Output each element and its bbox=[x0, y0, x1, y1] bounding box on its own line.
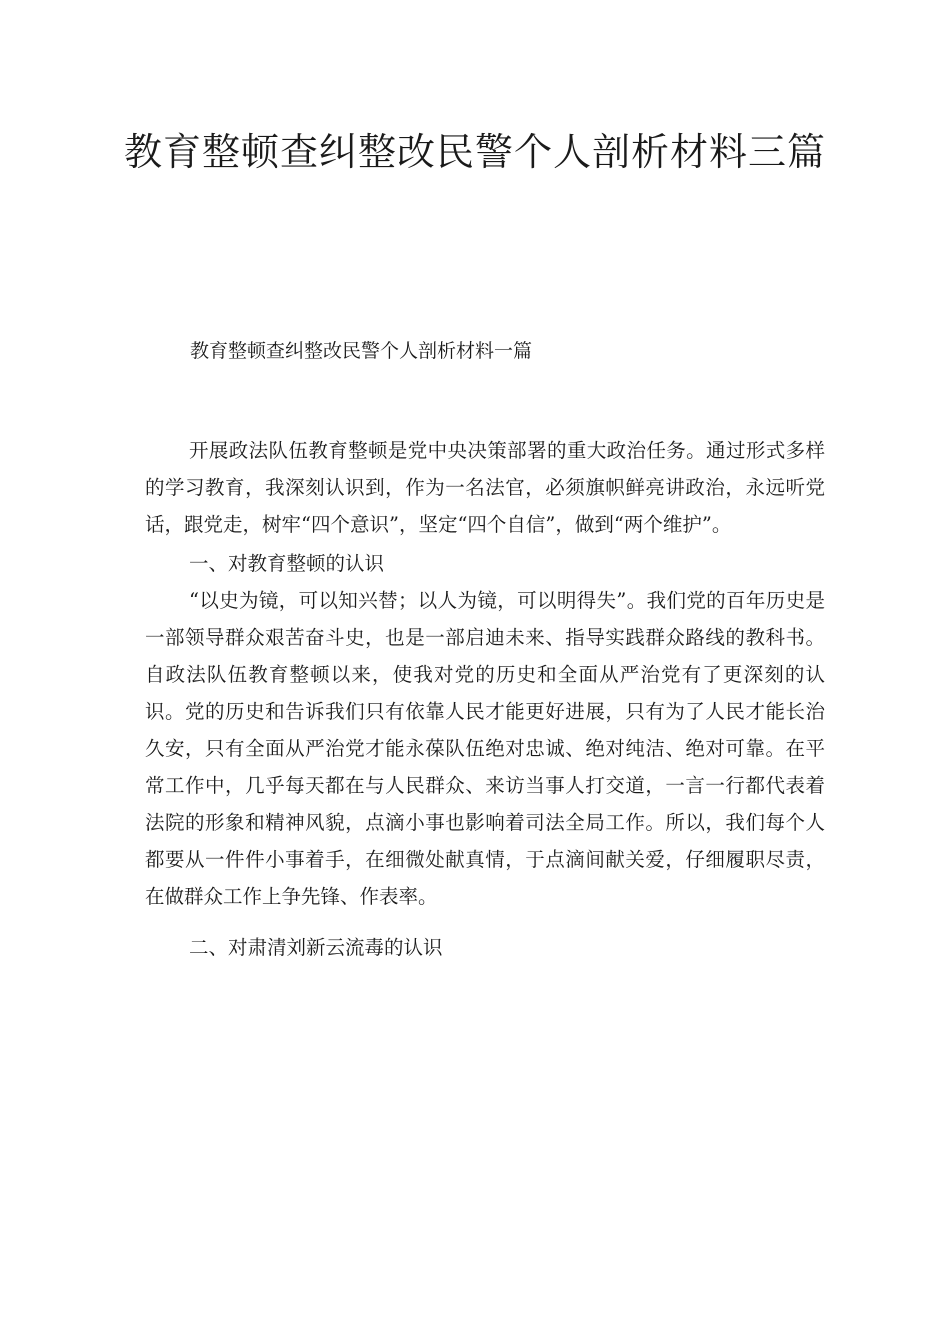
intro-paragraph: 开展政法队伍教育整顿是党中央决策部署的重大政治任务。通过形式多样的学习教育，我深刻认识到，作为一名法官，必须旗帜鲜亮讲政治，永远听党话，跟党走，树牢“四个意识”，坚定“四个自信”，做到“两个维护”。 bbox=[145, 439, 825, 536]
document-title: 教育整顿查纠整改民警个人剖析材料三篇 bbox=[123, 130, 826, 174]
section-heading-1: 一、对教育整顿的认识 bbox=[189, 552, 385, 575]
body-paragraph: “以史为镜，可以知兴替；以人为镜，可以明得失”。我们党的百年历史是一部领导群众艰苦奋斗史，也是一部启迪未来、指导实践群众路线的教科书。自政法队伍教育整顿以来，使我对党的历史和全面从严治党有了更深刻的认识。党的历史和告诉我们只有依靠人民才能更好进展，只有为了人民才能长治久安，只有全面从严治党才能永葆队伍绝对忠诚、绝对纯洁、绝对可靠。在平常工作中，几乎每天都在与人民群众、来访当事人打交道，一言一行都代表着法院的形象和精神风貌，点滴小事也影响着司法全局工作。所以，我们每个人都要从一件件小事着手，在细微处献真情，于点滴间献关爱，仔细履职尽责，在做群众工作上争先锋、作表率。 bbox=[145, 589, 825, 908]
section-heading-2: 二、对肃清刘新云流毒的认识 bbox=[189, 936, 443, 959]
section-subtitle: 教育整顿查纠整改民警个人剖析材料一篇 bbox=[190, 340, 533, 362]
document-body bbox=[145, 432, 825, 966]
